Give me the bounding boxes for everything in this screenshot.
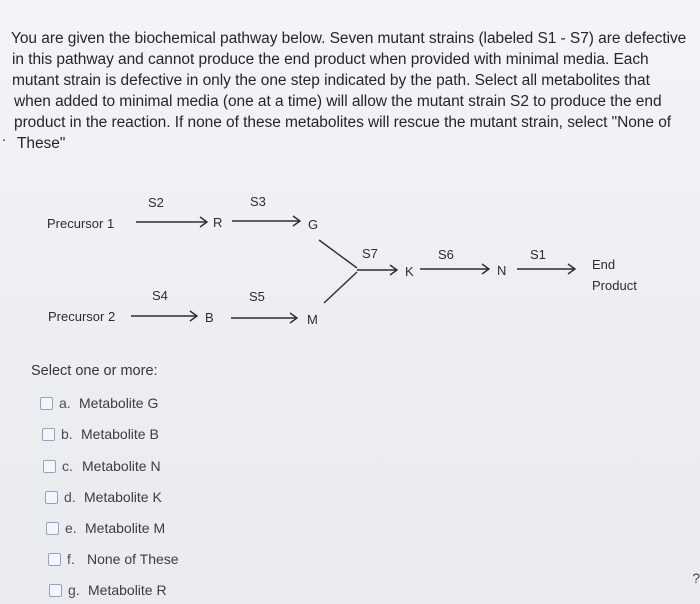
- metabolite-m: M: [307, 312, 318, 327]
- metabolite-g: G: [308, 217, 319, 232]
- option-letter: b.: [61, 426, 73, 442]
- option-d[interactable]: [45, 487, 162, 507]
- select-instructions: Select one or more:: [31, 363, 158, 379]
- option-letter: c.: [62, 458, 73, 474]
- option-g[interactable]: [49, 580, 167, 600]
- checkbox[interactable]: [42, 428, 55, 441]
- option-f[interactable]: [48, 549, 179, 569]
- precursor-1-label: Precursor 1: [47, 216, 115, 231]
- checkbox[interactable]: [43, 460, 56, 473]
- metabolite-n: N: [497, 263, 507, 278]
- option-e[interactable]: [46, 518, 165, 538]
- arrowhead-icon: [190, 311, 197, 321]
- checkbox[interactable]: [49, 584, 62, 597]
- edge-mark: ?: [692, 570, 700, 586]
- metabolite-b: B: [205, 310, 214, 325]
- option-letter: d.: [64, 489, 76, 505]
- question-line: product in the reaction. If none of these metabolites will rescue the mutant strain, select "None of: [14, 114, 672, 131]
- checkbox[interactable]: [40, 397, 53, 410]
- metabolite-k: K: [405, 264, 414, 279]
- margin-dot: .: [2, 128, 7, 145]
- option-text: Metabolite G: [79, 395, 159, 411]
- option-letter: e.: [65, 520, 77, 536]
- question-line: mutant strain is defective in only the one step indicated by the path. Select all metabolites that: [12, 72, 650, 89]
- checkbox[interactable]: [48, 553, 61, 566]
- option-text: Metabolite B: [81, 426, 159, 442]
- arrowhead-icon: [200, 217, 207, 227]
- option-letter: g.: [68, 582, 80, 598]
- question-line: in this pathway and cannot produce the end product when provided with minimal media. Each: [12, 51, 649, 68]
- end-product-label-line2: Product: [592, 278, 637, 293]
- arrowhead-icon: [290, 313, 297, 323]
- step-label-s7: S7: [362, 246, 378, 261]
- option-text: Metabolite R: [88, 582, 167, 598]
- step-label-s4: S4: [152, 288, 168, 303]
- arrowhead-icon: [293, 216, 300, 226]
- option-c[interactable]: [43, 456, 161, 476]
- question-line: These": [17, 135, 66, 152]
- option-text: Metabolite K: [84, 489, 162, 505]
- arrowhead-icon: [568, 264, 575, 274]
- question-line: You are given the biochemical pathway below. Seven mutant strains (labeled S1 - S7) are defective: [11, 30, 687, 47]
- metabolite-r: R: [213, 215, 223, 230]
- option-text: Metabolite M: [85, 520, 166, 536]
- end-product-label-line1: End: [592, 257, 616, 272]
- option-b[interactable]: [42, 424, 159, 444]
- step-label-s3: S3: [250, 194, 266, 209]
- checkbox[interactable]: [46, 522, 59, 535]
- precursor-2-label: Precursor 2: [48, 309, 116, 324]
- question-line: when added to minimal media (one at a time) will allow the mutant strain S2 to produce the end: [14, 93, 662, 110]
- arrowhead-icon: [482, 264, 489, 274]
- step-label-s5: S5: [249, 289, 265, 304]
- merge-line-lower: [324, 272, 357, 303]
- option-letter: a.: [59, 395, 71, 411]
- arrowhead-icon: [390, 265, 397, 275]
- question-text: [11, 28, 695, 154]
- step-label-s2: S2: [148, 195, 164, 210]
- option-a[interactable]: [40, 393, 158, 413]
- option-letter: f.: [67, 551, 75, 567]
- option-text: None of These: [87, 551, 179, 567]
- checkbox[interactable]: [45, 491, 58, 504]
- option-text: Metabolite N: [82, 458, 161, 474]
- step-label-s6: S6: [438, 247, 454, 262]
- merge-line-upper: [319, 240, 357, 268]
- step-label-s1: S1: [530, 247, 546, 262]
